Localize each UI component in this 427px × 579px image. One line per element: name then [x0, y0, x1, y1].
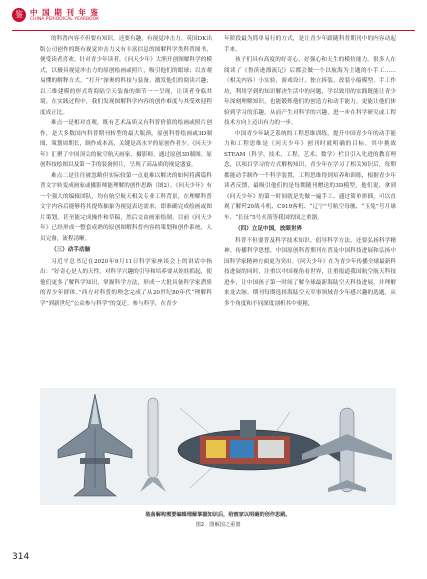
aircraft-illustration	[302, 408, 392, 492]
left-text-column	[40, 34, 212, 309]
paragraph: 中国青少年缺乏系统的工程思维训练，提升中国青少年的动手能力和工程思维是《问天少年》创刊时就明确的目标。其中挑战STEAM（科学、技术、工程、艺术、数学）栏目引入先进的教育理念，以项目学习的方式解构知识，青少年在学习了相关知识后，每期都能动手制作一个科学装置，工程思维得到培养和训练，根据青少年读者反馈，最吸引他们的是每期随刊赠送的3D模型，他们说，拿到《问天少年》的第一时间就是先做一遍手工。通过简单拼插，可以直观了解歼20战斗机、C919客机、“辽宁”号航空母舰、“玉兔”号月球车、“长征”5号火箭等我国的国之重器。	[224, 130, 396, 221]
paragraph: 难点二是往往被忽略但实际较第一点更难以解决的如何将满篇科普文字转变成画家或摄影师能理解的创作思路（图2）。《问天少年》有一个强大的编辑团队，均有航空航天相关专业工科背景，在理解科普文字内容后能够将其提炼抽象为视觉表达需求，即准确完成绘画或图片策划，甚至能完成操作和草稿，然后交由画家绘制。目前《问天少年》已经形成一整套成熟的原创图解科普内容的策划和创作系统，人员完备，流程清晰。	[40, 172, 212, 242]
yearbook-title: 中 国 期 刊 年 鉴	[30, 8, 100, 17]
yearbook-subtitle: CHINA PERIODICAL YEARBOOK	[30, 17, 100, 22]
paragraph: 年阶段最为简单易行的方式，是让青少年跟随科普期刊中的内容动起手来。	[224, 36, 396, 53]
paragraph: 难点一是相对直观，既有艺术品质又有科普价值的绘画或照片创作，是大多数国内科普期刊转型的最大瓶颈。原创科普绘画或3D制图、策划周期长，制作成本高，关键是高水平的原创作者少。《问天少年》汇聚了中国顶尖的航空航天画家、摄影师，通过原创3D制图、原创科技绘图以及第一手的装备照片，呈现了高品质的视觉盛宴。	[40, 120, 212, 168]
page-number: 314	[12, 552, 30, 562]
right-text-column	[224, 34, 396, 309]
figure-caption: 图2 图解国之重器	[195, 522, 241, 528]
section-heading: （四）立足中国，放眼世界	[235, 226, 303, 232]
header-rule	[12, 30, 415, 31]
figure-illustration	[40, 388, 396, 505]
paragraph: 孩子们具有高度的好奇心、好强心和天生的模仿能力。很多人在阅读了《鲁滨逊漂流记》后都会做一个以航海为主题的小手工……（相关内容）小实验，游戏设计，独立拆装、改装小船模型、手工作坊，利用学到的知识解决生活中的问题，学以致用的实践既能让青少年深刻理解知识，也能锻炼他们的创造力和动手能力，更能让他们体验到学习的乐趣，从而产生对科学的兴趣，进一步在科学研究或工程技术方向上迈出有力的一步。	[224, 57, 396, 126]
yearbook-logo: 鉴	[12, 8, 26, 22]
figure-caption-note: 装备解构需要编辑理解掌握知识后，给画家以明确的创作思路。	[145, 512, 291, 518]
section-heading: （三）动手动脑	[51, 247, 91, 253]
paragraph: 习近平总书记在2020年9月11日科学家座谈会上的讲话中指出：“好奇心是人的天性，对科学兴趣的引导和培养要从娃娃抓起，使他们更多了解科学知识，掌握科学方法，形成一大批具备科学家潜质的青少年群体。”西方对科普的理念完成了从20世纪80年代“理解科学”到新世纪“公众参与科学”的变迁。参与科学，在青少	[40, 258, 212, 307]
equipment-illustrations	[40, 388, 396, 505]
paragraph: 科普不但要普及科学技术知识、倡导科学方法，还要弘扬科学精神、传播科学思想。中国原创科普期刊在普及中国科技进展和弘扬中国科学家精神方面更为突出。《问天少年》在为青少年传播全球最新科技进展的同时，注重以中国视角看世界，注重报道我国航空航天科技进步，让中国孩子第一时间了解全球最新海陆空天科技进展，并理解来龙去脉。期刊每期选择海陆空天军事领域青少年感兴趣的选题，从多个角度和不同深度剖析其中奥秘，	[224, 237, 396, 307]
fighter-jet-illustration	[58, 394, 132, 496]
paragraph: 的科普内容不但要有知识，还要有趣，有视觉冲击力。英国DK出版公司创作的既有视觉冲击力又有丰富信息的图解科学类科普图书，便受读者喜欢。针对青少年读者，《问天少年》大胆开创图解科学的模式，以极具视觉冲击力的原创绘画或照片，吸引他们的眼球；以直观易懂的解释方式，“打开”深奥的科技与装备，激发他们的阅读兴趣；以三维建模的形式将海陆空天装备的细节一一呈现，让读者身临其境。在实践过程中，我们发现图解科学内容的创作难度与其受欢迎程度成正比。	[40, 36, 212, 116]
page-header	[12, 7, 415, 27]
rocket-illustration	[140, 398, 166, 492]
